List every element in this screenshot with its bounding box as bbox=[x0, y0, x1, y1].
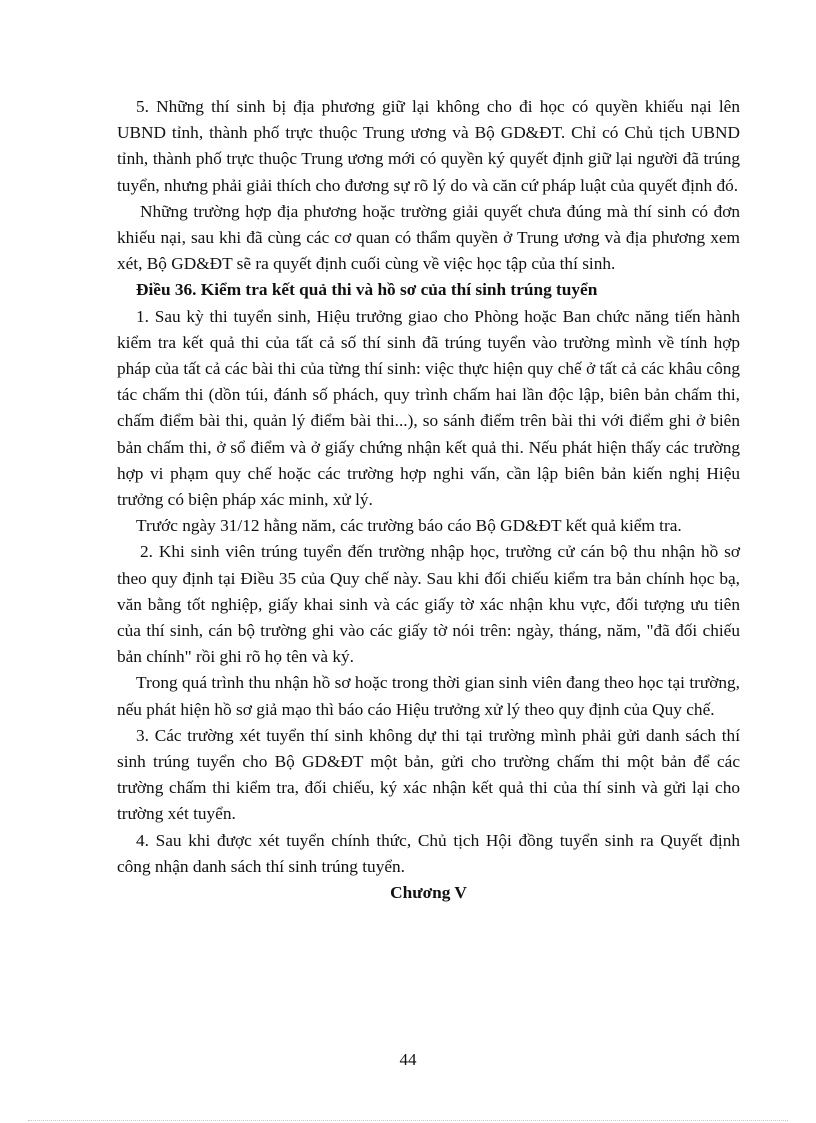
paragraph-report-deadline: Trước ngày 31/12 hằng năm, các trường báo cáo Bộ GD&ĐT kết quả kiểm tra. bbox=[136, 516, 682, 536]
paragraph-item-2-records: 2. Khi sinh viên trúng tuyển đến trường nhập học, trường cử cán bộ thu nhận hồ sơ theo quy định tại Điều 35 của Quy chế này. Sau khi đối chiếu kiểm tra bản chính học bạ, văn bằng tốt nghiệp, giấy khai sinh và các giấy tờ xác nhận khu vực, đối tượng ưu tiên của thí sinh, cán bộ trường ghi vào các giấy tờ nói trên: ngày, tháng, năm, "đã đối chiếu bản chính" rồi ghi rõ họ tên và ký. bbox=[117, 542, 740, 667]
paragraph-item-1-exam-check: 1. Sau kỳ thi tuyển sinh, Hiệu trưởng giao cho Phòng hoặc Ban chức năng tiến hành kiểm tra kết quả thi của tất cả số thí sinh đã trúng tuyển vào trường mình về tính hợp pháp của tất cả các bài thi của từng thí sinh: việc thực hiện quy chế ở tất cả các khâu công tác chấm thi (dồn túi, đánh số phách, quy trình chấm hai lần độc lập, biên bản chấm thi, chấm điểm bài thi, quản lý điểm bài thi...), so sánh điểm trên bài thi với điểm ghi ở biên bản chấm thi, ở sổ điểm và ở giấy chứng nhận kết quả thi. Nếu phát hiện thấy các trường hợp vi phạm quy chế hoặc các trường hợp nghi vấn, cần lập biên bản kiến nghị Hiệu trưởng có biện pháp xác minh, xử lý. bbox=[117, 306, 740, 510]
document-page bbox=[117, 94, 740, 906]
chapter-heading: Chương V bbox=[390, 883, 467, 903]
paragraph-item-3-selection: 3. Các trường xét tuyển thí sinh không dự thi tại trường mình phải gửi danh sách thí sinh trúng tuyển cho Bộ GD&ĐT một bản, gửi cho trường chấm thi một bản để các trường chấm thi kiểm tra, đối chiếu, ký xác nhận kết quả thi của thí sinh và gửi lại cho trường xét tuyển. bbox=[117, 725, 740, 824]
paragraph-forged-records: Trong quá trình thu nhận hồ sơ hoặc trong thời gian sinh viên đang theo học tại trường, nếu phát hiện hồ sơ giả mạo thì báo cáo Hiệu trưởng xử lý theo quy định của Quy chế. bbox=[117, 673, 740, 719]
footer-divider bbox=[28, 1120, 788, 1121]
paragraph-item-4-decision: 4. Sau khi được xét tuyển chính thức, Chủ tịch Hội đồng tuyển sinh ra Quyết định công nhận danh sách thí sinh trúng tuyển. bbox=[117, 830, 740, 876]
article-36-heading: Điều 36. Kiểm tra kết quả thi và hồ sơ của thí sinh trúng tuyển bbox=[136, 280, 598, 300]
paragraph-item-5-complaint: 5. Những thí sinh bị địa phương giữ lại không cho đi học có quyền khiếu nại lên UBND tỉnh, thành phố trực thuộc Trung ương và Bộ GD&ĐT. Chỉ có Chủ tịch UBND tỉnh, thành phố trực thuộc Trung ương mới có quyền ký quyết định giữ lại người đã trúng tuyển, nhưng phải giải thích cho đương sự rõ lý do và căn cứ pháp luật của quyết định đó. bbox=[117, 97, 740, 195]
page-number: 44 bbox=[399, 1050, 417, 1069]
paragraph-complaint-resolution: Những trường hợp địa phương hoặc trường giải quyết chưa đúng mà thí sinh có đơn khiếu nại, sau khi đã cùng các cơ quan có thẩm quyền ở Trung ương và địa phương xem xét, Bộ GD&ĐT sẽ ra quyết định cuối cùng về việc học tập của thí sinh. bbox=[117, 201, 740, 274]
